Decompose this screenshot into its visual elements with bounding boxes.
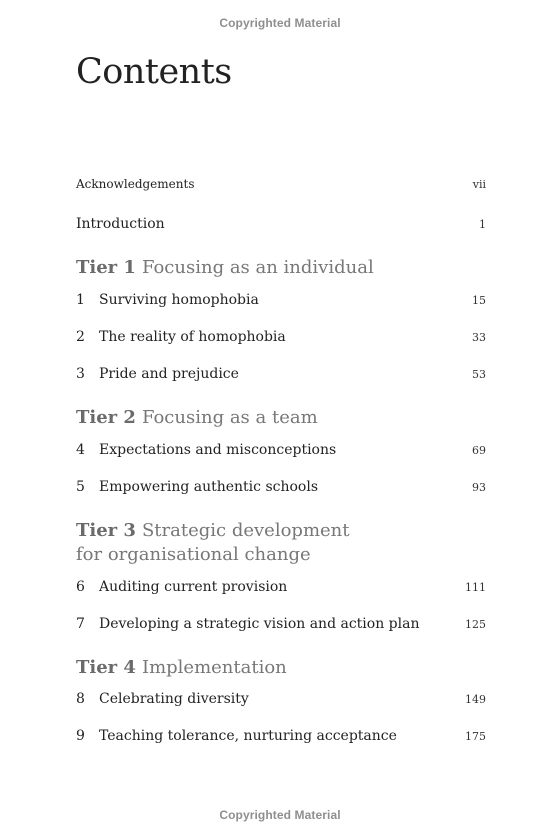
- tier-name: Strategic development for organisational change: [76, 520, 350, 565]
- page-title: Contents: [76, 52, 232, 92]
- chapter-number: 4: [76, 442, 85, 458]
- tier-heading-1: [76, 256, 376, 280]
- toc-chapter-6[interactable]: [76, 579, 486, 601]
- chapter-page: 53: [472, 368, 486, 381]
- tier-tag: Tier 1: [76, 257, 136, 278]
- tier-name: Implementation: [141, 657, 287, 678]
- chapter-number: 6: [76, 579, 85, 595]
- chapter-title: Pride and prejudice: [99, 366, 239, 382]
- chapter-title: Developing a strategic vision and action plan: [99, 616, 420, 632]
- copyright-watermark-top: Copyrighted Material: [219, 16, 341, 30]
- toc-chapter-4[interactable]: [76, 442, 486, 464]
- tier-heading-3: [76, 519, 366, 567]
- chapter-page: 149: [465, 693, 486, 706]
- chapter-number: 1: [76, 292, 85, 308]
- chapter-page: 93: [472, 481, 486, 494]
- toc-entry-label: Acknowledgements: [76, 177, 195, 191]
- chapter-title: Expectations and misconceptions: [99, 442, 337, 458]
- chapter-page: 69: [472, 444, 486, 457]
- chapter-page: 33: [472, 331, 486, 344]
- tier-name: Focusing as an individual: [141, 257, 374, 278]
- chapter-number: 3: [76, 366, 85, 382]
- copyright-watermark-bottom: Copyrighted Material: [219, 808, 341, 822]
- chapter-page: 175: [465, 730, 486, 743]
- chapter-title: Auditing current provision: [99, 579, 288, 595]
- tier-tag: Tier 2: [76, 407, 136, 428]
- toc-entry-page: vii: [472, 178, 486, 191]
- chapter-page: 125: [465, 618, 486, 631]
- toc-chapter-1[interactable]: [76, 292, 486, 314]
- chapter-number: 5: [76, 479, 85, 495]
- tier-heading-4: [76, 656, 376, 680]
- chapter-number: 8: [76, 691, 85, 707]
- chapter-title: Surviving homophobia: [99, 292, 259, 308]
- toc-chapter-9[interactable]: [76, 728, 486, 750]
- tier-heading-2: [76, 406, 376, 430]
- chapter-title: Celebrating diversity: [99, 691, 249, 707]
- toc-chapter-5[interactable]: [76, 479, 486, 501]
- chapter-title: Teaching tolerance, nurturing acceptance: [99, 728, 397, 744]
- toc-chapter-3[interactable]: [76, 366, 486, 388]
- toc-entry-page: 1: [479, 218, 486, 231]
- toc-entry-label: Introduction: [76, 216, 165, 232]
- toc-entry-acknowledgements[interactable]: [76, 177, 486, 199]
- tier-tag: Tier 4: [76, 657, 136, 678]
- toc-chapter-8[interactable]: [76, 691, 486, 713]
- toc-chapter-7[interactable]: [76, 616, 486, 638]
- tier-name: Focusing as a team: [141, 407, 318, 428]
- chapter-number: 9: [76, 728, 85, 744]
- chapter-number: 7: [76, 616, 85, 632]
- toc-chapter-2[interactable]: [76, 329, 486, 351]
- chapter-title: Empowering authentic schools: [99, 479, 319, 495]
- toc-entry-introduction[interactable]: [76, 216, 486, 238]
- chapter-page: 111: [465, 581, 486, 594]
- tier-tag: Tier 3: [76, 520, 136, 541]
- chapter-number: 2: [76, 329, 85, 345]
- chapter-title: The reality of homophobia: [99, 329, 286, 345]
- chapter-page: 15: [472, 294, 486, 307]
